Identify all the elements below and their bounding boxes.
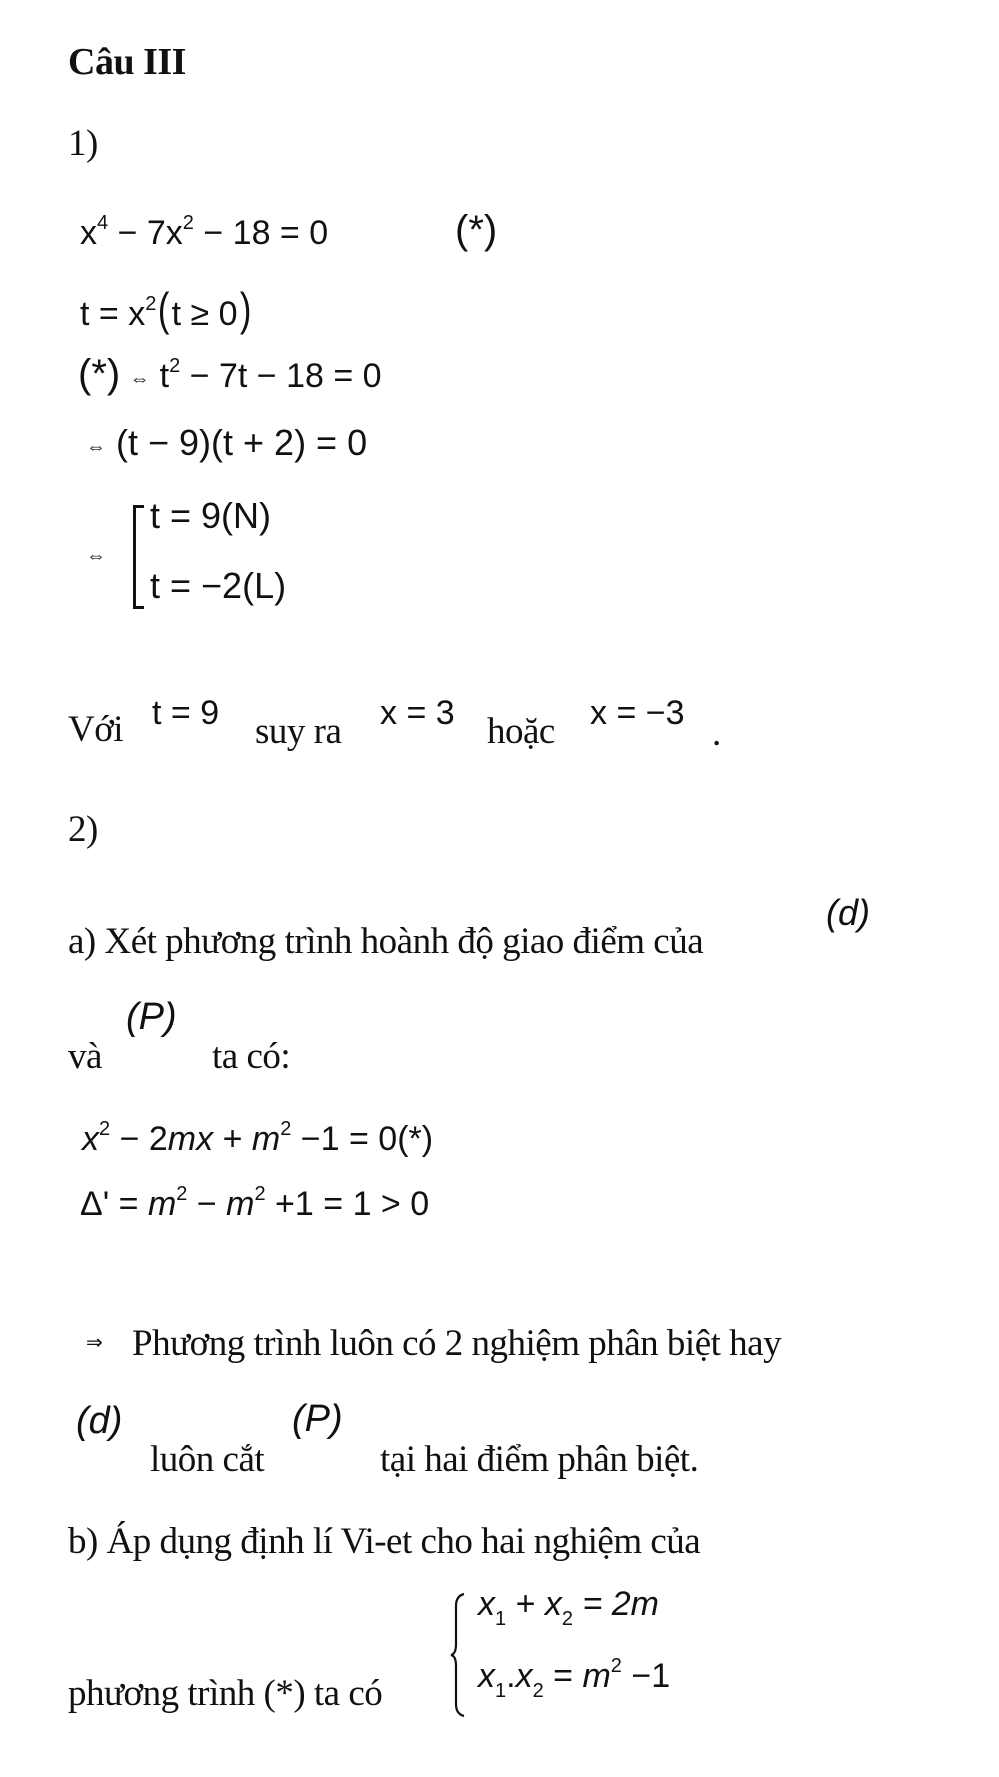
vieta-sum: $x_1 + x_2 = 2m$ [478,1585,659,1630]
part2a-va: và [68,1036,102,1077]
part2b-intro: b) Áp dụng định lí Vi-et cho hai nghiệm của [68,1521,701,1562]
case-rejected: t = −2(L) [150,565,287,606]
conclusion-word-suyra: suy ra [255,711,342,752]
equation-substitution: $t = x^2(t \ge 0)$ [80,283,251,335]
implies-statement: Phương trình luôn có 2 nghiệm phân biệt hay [132,1323,782,1364]
line-d-label-2: (d) [76,1400,123,1442]
conclusion-word-hoac: hoặc [487,711,555,752]
part2a-intro: a) Xét phương trình hoành độ giao điểm của [68,921,704,962]
equation-discriminant: $\Delta' = m^2 - m^2 +1 = 1 > 0$ [80,1183,430,1223]
parabola-p-label-2: (P) [292,1398,343,1440]
equivalence-arrow-icon: ⇔ [86,545,106,567]
equation-quadratic-t: (*) ⇔ $t^2 - 7t - 18 = 0$ [78,352,382,396]
part2-label: 2) [68,809,98,850]
part1-label: 1) [68,123,98,164]
part2b-line2: phương trình (*) ta có [68,1673,383,1714]
conclusion-math-t: t = 9 [152,694,220,732]
case-accepted: t = 9(N) [150,495,272,536]
conclusion-math-x1: x = 3 [380,694,455,732]
parabola-p-label: (P) [126,996,177,1038]
equation-intersection: $x^2 - 2mx + m^2 -1 = 0(*)$ [82,1118,434,1158]
equation-factored: ⇔ (t − 9)(t + 2) = 0 [86,422,368,463]
line-d-label: (d) [826,892,870,933]
word-luon-cat: luôn cắt [150,1439,265,1480]
equivalence-arrow-icon: ⇔ [129,368,150,390]
question-heading: Câu III [68,41,186,83]
part2a-taco: ta có: [212,1036,291,1077]
vieta-product: $x_1.x_2 = m^2 -1$ [478,1655,671,1702]
equation-tag: (*) [455,208,498,252]
equivalence-arrow-icon: ⇔ [86,436,106,458]
cases-bracket [133,505,144,609]
statement-two-points: tại hai điểm phân biệt. [380,1439,699,1480]
conclusion-math-x2: x = −3 [590,694,685,732]
implies-arrow-icon: ⇒ [86,1332,103,1354]
conclusion-word-voi: Với [68,709,124,750]
system-brace [450,1592,466,1718]
equation-quartic: $x^4 - 7x^2 - 18 = 0$ [80,212,329,252]
conclusion-period: . [712,713,721,754]
